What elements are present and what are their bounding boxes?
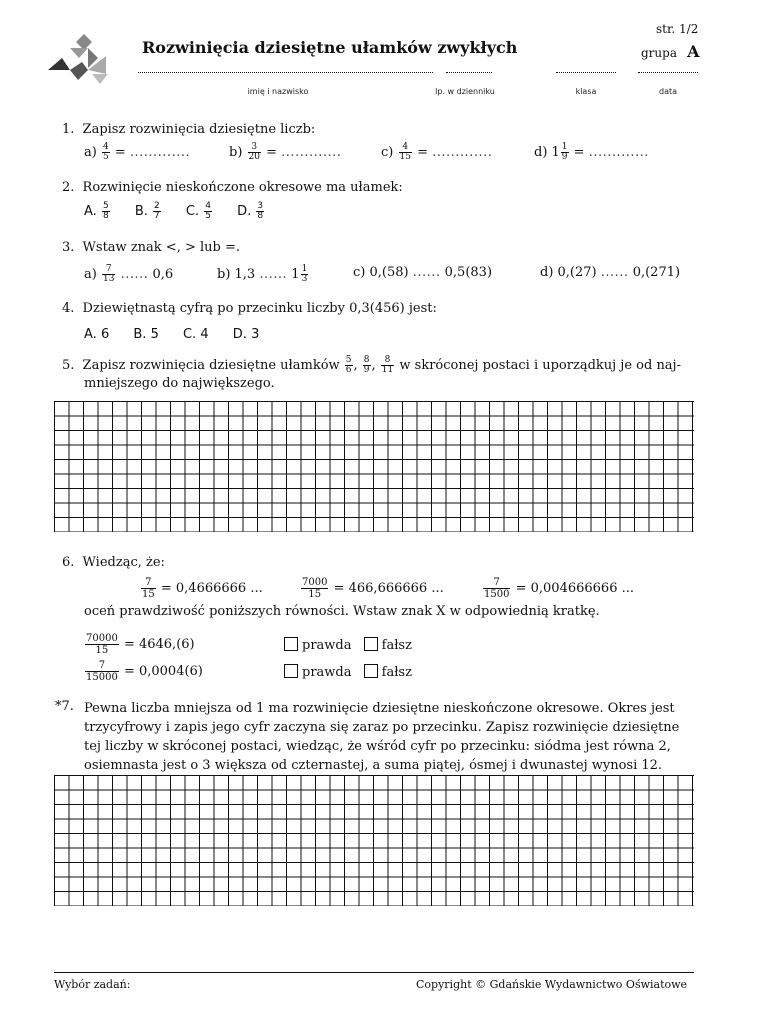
group-label: grupa (641, 46, 677, 60)
q4-options (84, 327, 259, 342)
answer-grid-q5[interactable] (54, 401, 694, 532)
footer-copyright: Copyright © Gdańskie Wydawnictwo Oświatowe (416, 978, 688, 991)
question-7-number: *7. (55, 699, 74, 714)
class-field-label: klasa (575, 87, 597, 96)
footer-rule (54, 972, 694, 973)
q3-item-d: d) 0,(27) ...... 0,(271) (540, 265, 681, 280)
question-5-line-2: mniejszego do największego. (84, 376, 275, 391)
q2-option-c[interactable]: C. $\frac{4}{5}$ (185, 201, 211, 221)
date-field-line (638, 72, 698, 73)
page-title: Rozwinięcia dziesiętne ułamków zwykłych (142, 38, 518, 57)
q4-option-d[interactable]: D. 3 (232, 327, 260, 342)
date-field-label: data (658, 87, 678, 96)
register-number-field-line (446, 72, 492, 73)
q4-option-c[interactable]: C. 4 (182, 327, 209, 342)
q6-statement-2-answers: prawda fałsz (284, 664, 412, 680)
q6-statement-1-answers: prawda fałsz (284, 637, 412, 653)
q3-item-c: c) 0,(58) ...... 0,5(83) (353, 265, 493, 280)
checkbox-false-2[interactable] (364, 664, 378, 678)
checkbox-false-1[interactable] (364, 637, 378, 651)
question-5: 5. Zapisz rozwinięcia dziesiętne ułamków $\frac{5}{6}$ , $\frac{8}{9}$ , $\frac{8}{11}$ w skróconej postaci i uporządkuj je od naj- (62, 355, 681, 375)
q1-item-b: b) $\frac{3}{20}$ = ............. (229, 142, 342, 162)
q1-item-d: d) 1 $\frac{1}{9}$ = ............. (534, 142, 649, 162)
q4-option-a[interactable]: A. 6 (84, 327, 110, 342)
class-field-line (556, 72, 616, 73)
question-1 (62, 122, 315, 137)
q6-fact-2: $\frac{7000}{15}$ = 466,666666 ... (302, 577, 444, 600)
question-4: 4. Dziewiętnastą cyfrą po przecinku liczby 0,3(456) jest: (62, 301, 437, 316)
q6-fact-1: $\frac{7}{15}$ = 0,4666666 ... (142, 577, 263, 600)
q2-option-a[interactable]: A. $\frac{5}{8}$ (84, 201, 109, 221)
q6-instruction: oceń prawdziwość poniższych równości. Wstaw znak X w odpowiednią kratkę. (84, 604, 600, 619)
name-field-line (138, 72, 433, 73)
q4-option-b[interactable]: B. 5 (133, 327, 159, 342)
question-number: 1. (62, 122, 75, 137)
q2-option-b[interactable]: B. $\frac{2}{7}$ (134, 201, 160, 221)
q6-statement-1: $\frac{70000}{15}$ = 4646,(6) (86, 633, 195, 656)
question-text: Zapisz rozwinięcia dziesiętne liczb: (82, 122, 316, 137)
publisher-logo (48, 34, 116, 88)
q3-item-a: a) $\frac{7}{13}$ ...... 0,6 (84, 264, 174, 284)
question-2: 2. Rozwinięcie nieskończone okresowe ma ułamek: (62, 180, 403, 195)
name-field-label: imię i nazwisko (247, 87, 309, 96)
q1-item-a: a) $\frac{4}{5}$ = ............. (84, 142, 191, 162)
checkbox-true-2[interactable] (284, 664, 298, 678)
q6-fact-3: $\frac{7}{1500}$ = 0,004666666 ... (484, 577, 634, 600)
question-6: 6. Wiedząc, że: (62, 555, 165, 570)
answer-grid-q7[interactable] (54, 775, 694, 906)
footer-left: Wybór zadań: (54, 978, 131, 991)
register-number-field-label: lp. w dzienniku (435, 87, 495, 96)
checkbox-true-1[interactable] (284, 637, 298, 651)
question-3: 3. Wstaw znak <, > lub =. (62, 240, 240, 255)
page-number: str. 1/2 (656, 22, 699, 36)
q2-options (84, 202, 265, 221)
q6-statement-2: $\frac{7}{15000}$ = 0,0004(6) (86, 660, 203, 683)
question-7-text: Pewna liczba mniejsza od 1 ma rozwinięcie dziesiętne nieskończone okresowe. Okres jest trzycyfrowy i zapis jego cyfr zaczyna się zaraz po przecinku. Zapisz rozwinięcie dziesiętne tej liczby w skróconej postaci, wiedząc, że wśród cyfr po przecinku: siódma jest równa 2, osiemnasta jest o 3 większa od czternastej, a suma piątej, ósmej i dwunastej wynosi 12. (84, 701, 680, 773)
q2-option-d[interactable]: D. $\frac{3}{8}$ (237, 201, 264, 221)
q1-item-c: c) $\frac{4}{15}$ = ............. (381, 142, 493, 162)
q3-item-b: b) 1,3 ...... 1 $\frac{1}{3}$ (217, 264, 308, 284)
group-value: A (687, 42, 700, 61)
